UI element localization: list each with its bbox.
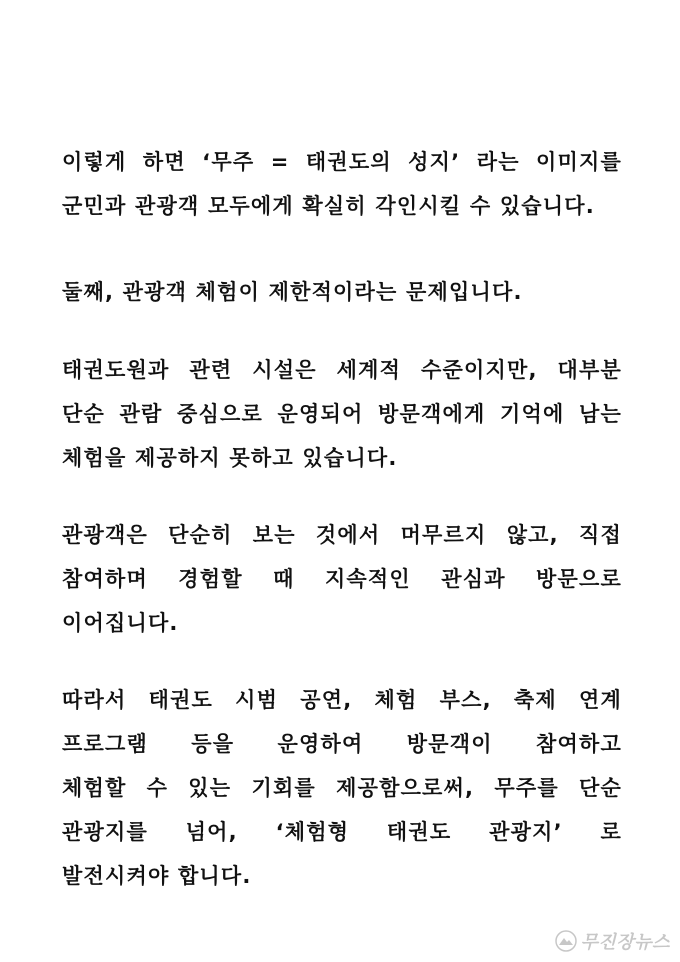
- text-line: 군민과 관광객 모두에게 확실히 각인시킬 수 있습니다.: [62, 194, 595, 218]
- text-line: 관광객은 단순히 보는 것에서 머무르지 않고, 직접: [62, 523, 622, 547]
- text-line: 체험할 수 있는 기회를 제공함으로써, 무주를 단순: [62, 776, 622, 800]
- paragraph-4: [62, 513, 622, 645]
- text-line: 둘째, 관광객 체험이 제한적이라는 문제입니다.: [62, 280, 523, 304]
- paragraph-1: [62, 140, 622, 228]
- text-line: 따라서 태권도 시범 공연, 체험 부스, 축제 연계: [62, 688, 622, 712]
- paragraph-3: [62, 348, 622, 480]
- watermark-text: 무진장뉴스: [580, 932, 670, 953]
- text-line: 프로그램 등을 운영하여 방문객이 참여하고: [62, 732, 622, 756]
- text-line: 이렇게 하면 ‘무주 = 태권도의 성지’ 라는 이미지를: [62, 150, 622, 174]
- paragraph-5: [62, 678, 622, 898]
- text-line: 단순 관람 중심으로 운영되어 방문객에게 기억에 남는: [62, 402, 622, 426]
- mountain-logo-icon: [555, 930, 577, 952]
- text-line: 체험을 제공하지 못하고 있습니다.: [62, 446, 398, 470]
- text-line: 이어집니다.: [62, 611, 179, 635]
- paragraph-2: [62, 270, 622, 314]
- text-line: 참여하며 경험할 때 지속적인 관심과 방문으로: [62, 567, 622, 591]
- watermark: [555, 928, 670, 954]
- text-line: 태권도원과 관련 시설은 세계적 수준이지만, 대부분: [62, 358, 622, 382]
- text-line: 관광지를 넘어, ‘체험형 태권도 관광지’ 로: [62, 820, 622, 844]
- text-line: 발전시켜야 합니다.: [62, 864, 252, 888]
